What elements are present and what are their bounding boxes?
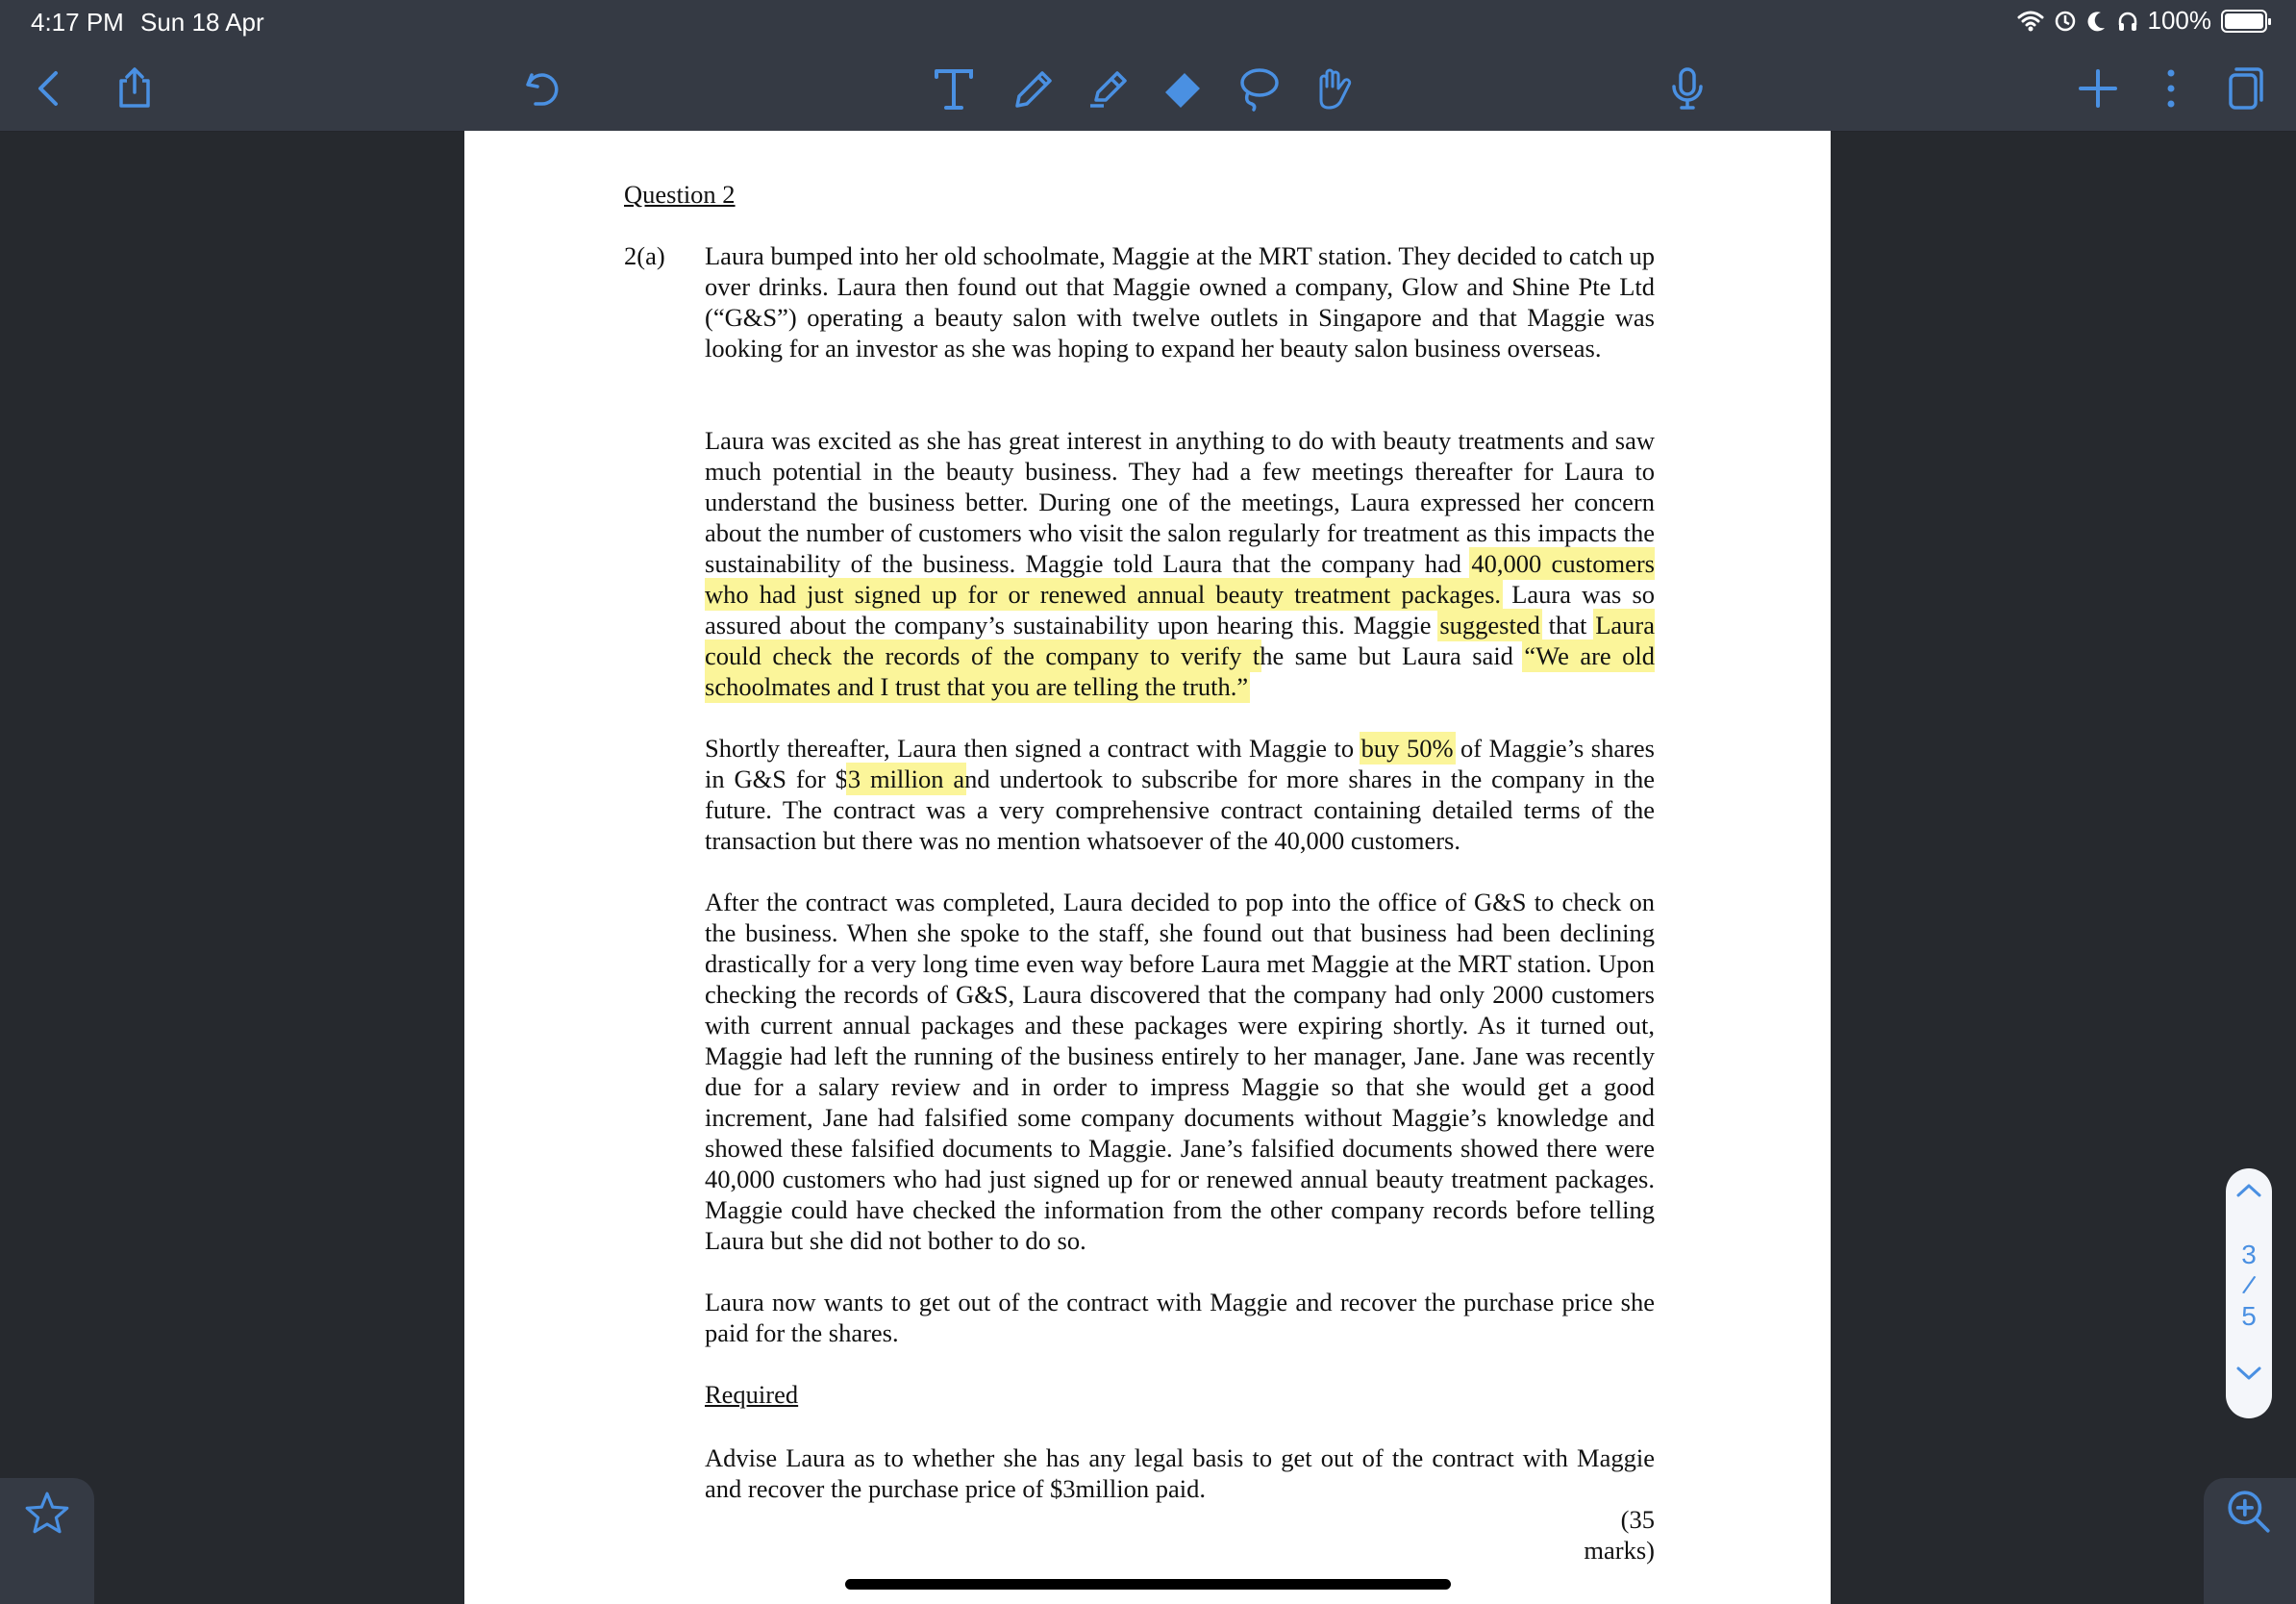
page-separator: / <box>2240 1269 2259 1301</box>
add-page-icon <box>2075 65 2121 112</box>
paragraph-1: Laura bumped into her old schoolmate, Maggie at the MRT station. They decided to catch up over drinks. Laura then found out that Maggie owned a company, Glow and Shine Pte Ltd (“G&S”) operating a beauty salon with twelve outlets in Singapore and that Maggie was looking for an investor as she was hoping to expand her beauty salon business overseas. <box>705 241 1655 363</box>
paragraph-4: After the contract was completed, Laura decided to pop into the office of G&S to check on the business. When she spoke to the staff, she found out that business had been declining drastically for a very long time even way before Laura met Maggie at the MRT station. Upon checking the records of G&S, Laura discovered that the company had only 2000 customers with current annual packages and these packages were expiring shortly. As it turned out, Maggie had left the running of the business entirely to her manager, Jane. Jane was recently due for a salary review and in order to impress Maggie so that she would get a good increment, Jane had falsified some company documents without Maggie’s knowledge and showed these falsified documents to Maggie. Jane’s falsified documents showed there were 40,000 customers who had just signed up for or renewed annual beauty treatment packages. Maggie could have checked the information from the other company records before telling Laura but she did not bother to do so. <box>705 888 1655 1255</box>
more-button[interactable] <box>2144 62 2198 115</box>
lasso-tool-button[interactable] <box>1231 62 1285 115</box>
p3-text-b: of Maggie’s shares in G&S for $ <box>705 734 1655 793</box>
lasso-icon <box>1235 65 1281 112</box>
zoom-panel <box>2204 1478 2296 1604</box>
moon-icon <box>2086 10 2108 33</box>
battery-icon <box>2221 10 2267 33</box>
p3-text-c: nd undertook to subscribe for more shares in the company in the future. The contract was a very comprehensive contract containing detailed terms of the transaction but there was no mention whatsoever of the 40,000 customers. <box>705 764 1655 855</box>
p2-text-d: he same but Laura said <box>1260 641 1525 670</box>
pages-icon <box>2221 65 2267 112</box>
highlighter-tool-button[interactable] <box>1081 62 1135 115</box>
p2-text-b: Laura was so assured about the company’s sustainability upon hearing this. Maggie <box>705 580 1656 639</box>
question-title: Question 2 <box>624 180 736 209</box>
highlight-suggested: suggested <box>1439 611 1540 639</box>
star-icon[interactable] <box>23 1490 71 1538</box>
p3-text-a: Shortly thereafter, Laura then signed a contract with Maggie to <box>705 734 1361 763</box>
hand-icon <box>1310 65 1356 112</box>
eraser-tool-button[interactable] <box>1156 62 1210 115</box>
previous-page-icon[interactable] <box>2234 1182 2263 1199</box>
undo-button[interactable] <box>516 62 570 115</box>
next-page-icon[interactable] <box>2234 1365 2263 1382</box>
pages-button[interactable] <box>2217 62 2271 115</box>
highlight-trust-quote: “We are old schoolmates and I trust that you are telling the truth.” <box>705 641 1656 701</box>
microphone-icon <box>1664 65 1710 112</box>
highlight-buy-50: buy 50% <box>1360 734 1454 763</box>
highlight-check-records: Laura could check the records of the company to verify t <box>705 611 1655 670</box>
battery-percent: 100% <box>2147 6 2211 35</box>
home-indicator[interactable] <box>845 1579 1451 1590</box>
total-page-number: 5 <box>2241 1301 2257 1331</box>
status-indicators <box>2017 6 2268 36</box>
paragraph-3 <box>705 733 1655 856</box>
undo-icon <box>520 65 566 112</box>
highlight-3-million: 3 million a <box>847 764 965 793</box>
paragraph-5: Laura now wants to get out of the contract with Maggie and recover the purchase price she paid for the shares. <box>705 1288 1655 1347</box>
status-time: 4:17 PM <box>31 8 124 37</box>
text-tool-icon <box>931 65 977 112</box>
back-icon <box>27 65 73 112</box>
pen-tool-button[interactable] <box>1006 62 1060 115</box>
required-heading: Required <box>705 1380 799 1409</box>
p2-text-c: that <box>1539 611 1596 639</box>
status-bar <box>0 0 2296 44</box>
highlighter-icon <box>1085 65 1131 112</box>
back-button[interactable] <box>23 62 77 115</box>
toolbar <box>0 44 2296 132</box>
paragraph-6: Advise Laura as to whether she has any legal basis to get out of the contract with Maggie and recover the purchase price of $3million paid. <box>705 1443 1655 1503</box>
document-page[interactable] <box>464 131 1831 1604</box>
current-page-number: 3 <box>2241 1240 2257 1269</box>
pen-icon <box>1010 65 1056 112</box>
headphones-icon <box>2117 10 2138 33</box>
zoom-in-icon[interactable] <box>2225 1488 2273 1536</box>
hand-tool-button[interactable] <box>1306 62 1360 115</box>
paragraph-2 <box>705 425 1655 702</box>
favorite-panel <box>0 1478 94 1604</box>
eraser-icon <box>1160 65 1206 112</box>
text-tool-button[interactable] <box>927 62 981 115</box>
location-lock-icon <box>2054 10 2077 33</box>
status-date: Sun 18 Apr <box>140 8 264 37</box>
more-icon <box>2148 65 2194 112</box>
page-navigator <box>2226 1168 2272 1418</box>
question-number: 2(a) <box>624 241 665 270</box>
microphone-button[interactable] <box>1660 62 1714 115</box>
marks-label: (35 marks) <box>1584 1505 1655 1565</box>
p2-text-a: Laura was excited as she has great interest in anything to do with beauty treatments and saw much potential in the beauty business. They had a few meetings thereafter for Laura to understand the business better. During one of the meetings, Laura expressed her concern about the number of customers who visit the salon regularly for treatment as this impacts the sustainability of the business. Maggie told Laura that the company had <box>705 426 1655 578</box>
share-icon <box>112 65 158 112</box>
share-button[interactable] <box>108 62 162 115</box>
highlight-40000-customers: 40,000 customers who had just signed up for or renewed annual beauty treatment packages. <box>705 549 1655 609</box>
wifi-icon <box>2017 10 2044 33</box>
add-page-button[interactable] <box>2071 62 2125 115</box>
